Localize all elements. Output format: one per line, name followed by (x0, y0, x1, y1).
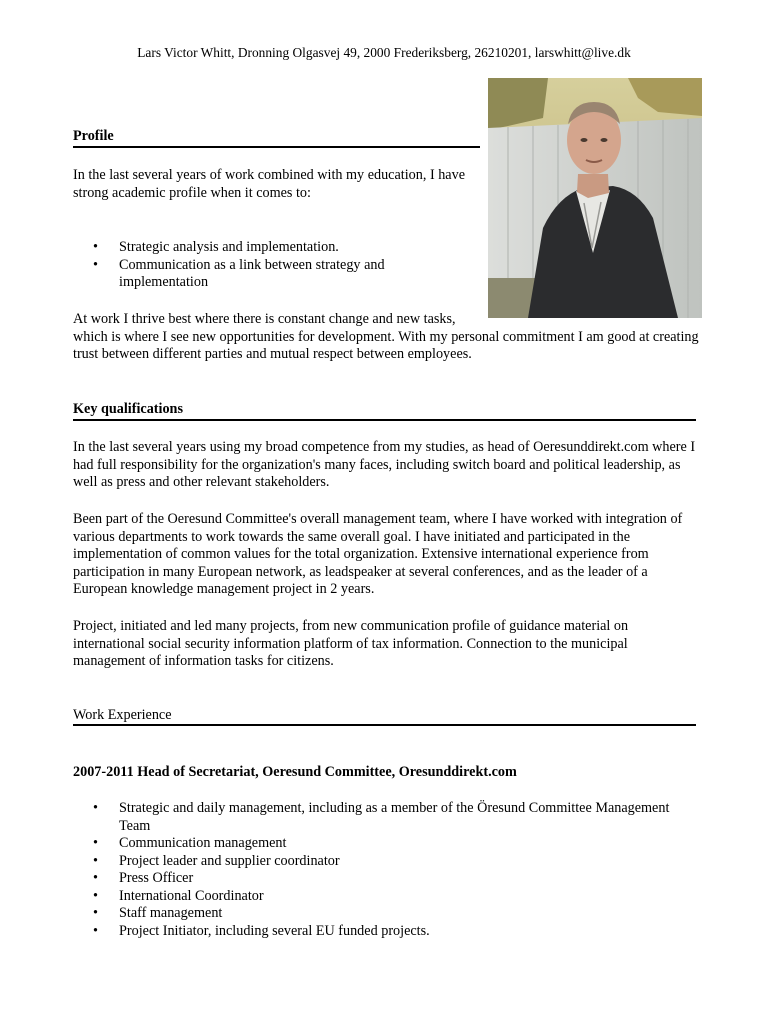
list-item: • Press Officer (93, 870, 683, 888)
job-bullet-list (93, 800, 683, 940)
list-item: • Strategic analysis and implementation. (93, 239, 433, 257)
section-title-profile: Profile (73, 128, 114, 144)
section-divider (73, 419, 696, 421)
profile-closing: At work I thrive best where there is constant change and new tasks, which is where I see new opportunities for development. With my personal commitment I am good at creating trust between different parties and mutual respect between employees. (73, 311, 703, 364)
section-divider (73, 724, 696, 726)
list-item: • Project Initiator, including several EU funded projects. (93, 923, 683, 941)
section-divider (73, 146, 480, 148)
list-item: • Communication as a link between strategy and implementation (93, 257, 433, 292)
list-item: • Communication management (93, 835, 683, 853)
section-title-experience: Work Experience (73, 707, 172, 723)
profile-intro: In the last several years of work combined with my education, I have strong academic profile when it comes to: (73, 167, 465, 201)
job-title: 2007-2011 Head of Secretariat, Oeresund Committee, Oresunddirekt.com (73, 764, 517, 780)
photo-wrap-spacer (471, 311, 703, 327)
qualifications-paragraph: Been part of the Oeresund Committee's overall management team, where I have worked with integration of various departments to work towards the same overall goal. I have initiated and participated in the implementation of common values for the total organization. Extensive international experience from participation in many European network, as leadspeaker at several conferences, and as the leader of a European knowledge management project in 2 years. (73, 511, 683, 597)
profile-photo (488, 78, 702, 318)
list-item: • Staff management (93, 905, 683, 923)
profile-bullet-list (93, 239, 433, 292)
qualifications-paragraph: Project, initiated and led many projects, from new communication profile of guidance material on international social security information platform of tax information. Connection to the municipal management of information tasks for citizens. (73, 618, 629, 669)
list-item: • Strategic and daily management, including as a member of the Öresund Committee Management Team (93, 800, 683, 835)
section-title-qualifications: Key qualifications (73, 401, 183, 417)
list-item: • Project leader and supplier coordinator (93, 853, 683, 871)
qualifications-paragraph: In the last several years using my broad competence from my studies, as head of Oeresunddirekt.com where I had full responsibility for the organization's many faces, including switch board and political leadership, as well as press and other relevant stakeholders. (73, 439, 696, 490)
contact-line: Lars Victor Whitt, Dronning Olgasvej 49, 2000 Frederiksberg, 26210201, larswhitt@live.dk (137, 45, 631, 60)
list-item: • International Coordinator (93, 888, 683, 906)
